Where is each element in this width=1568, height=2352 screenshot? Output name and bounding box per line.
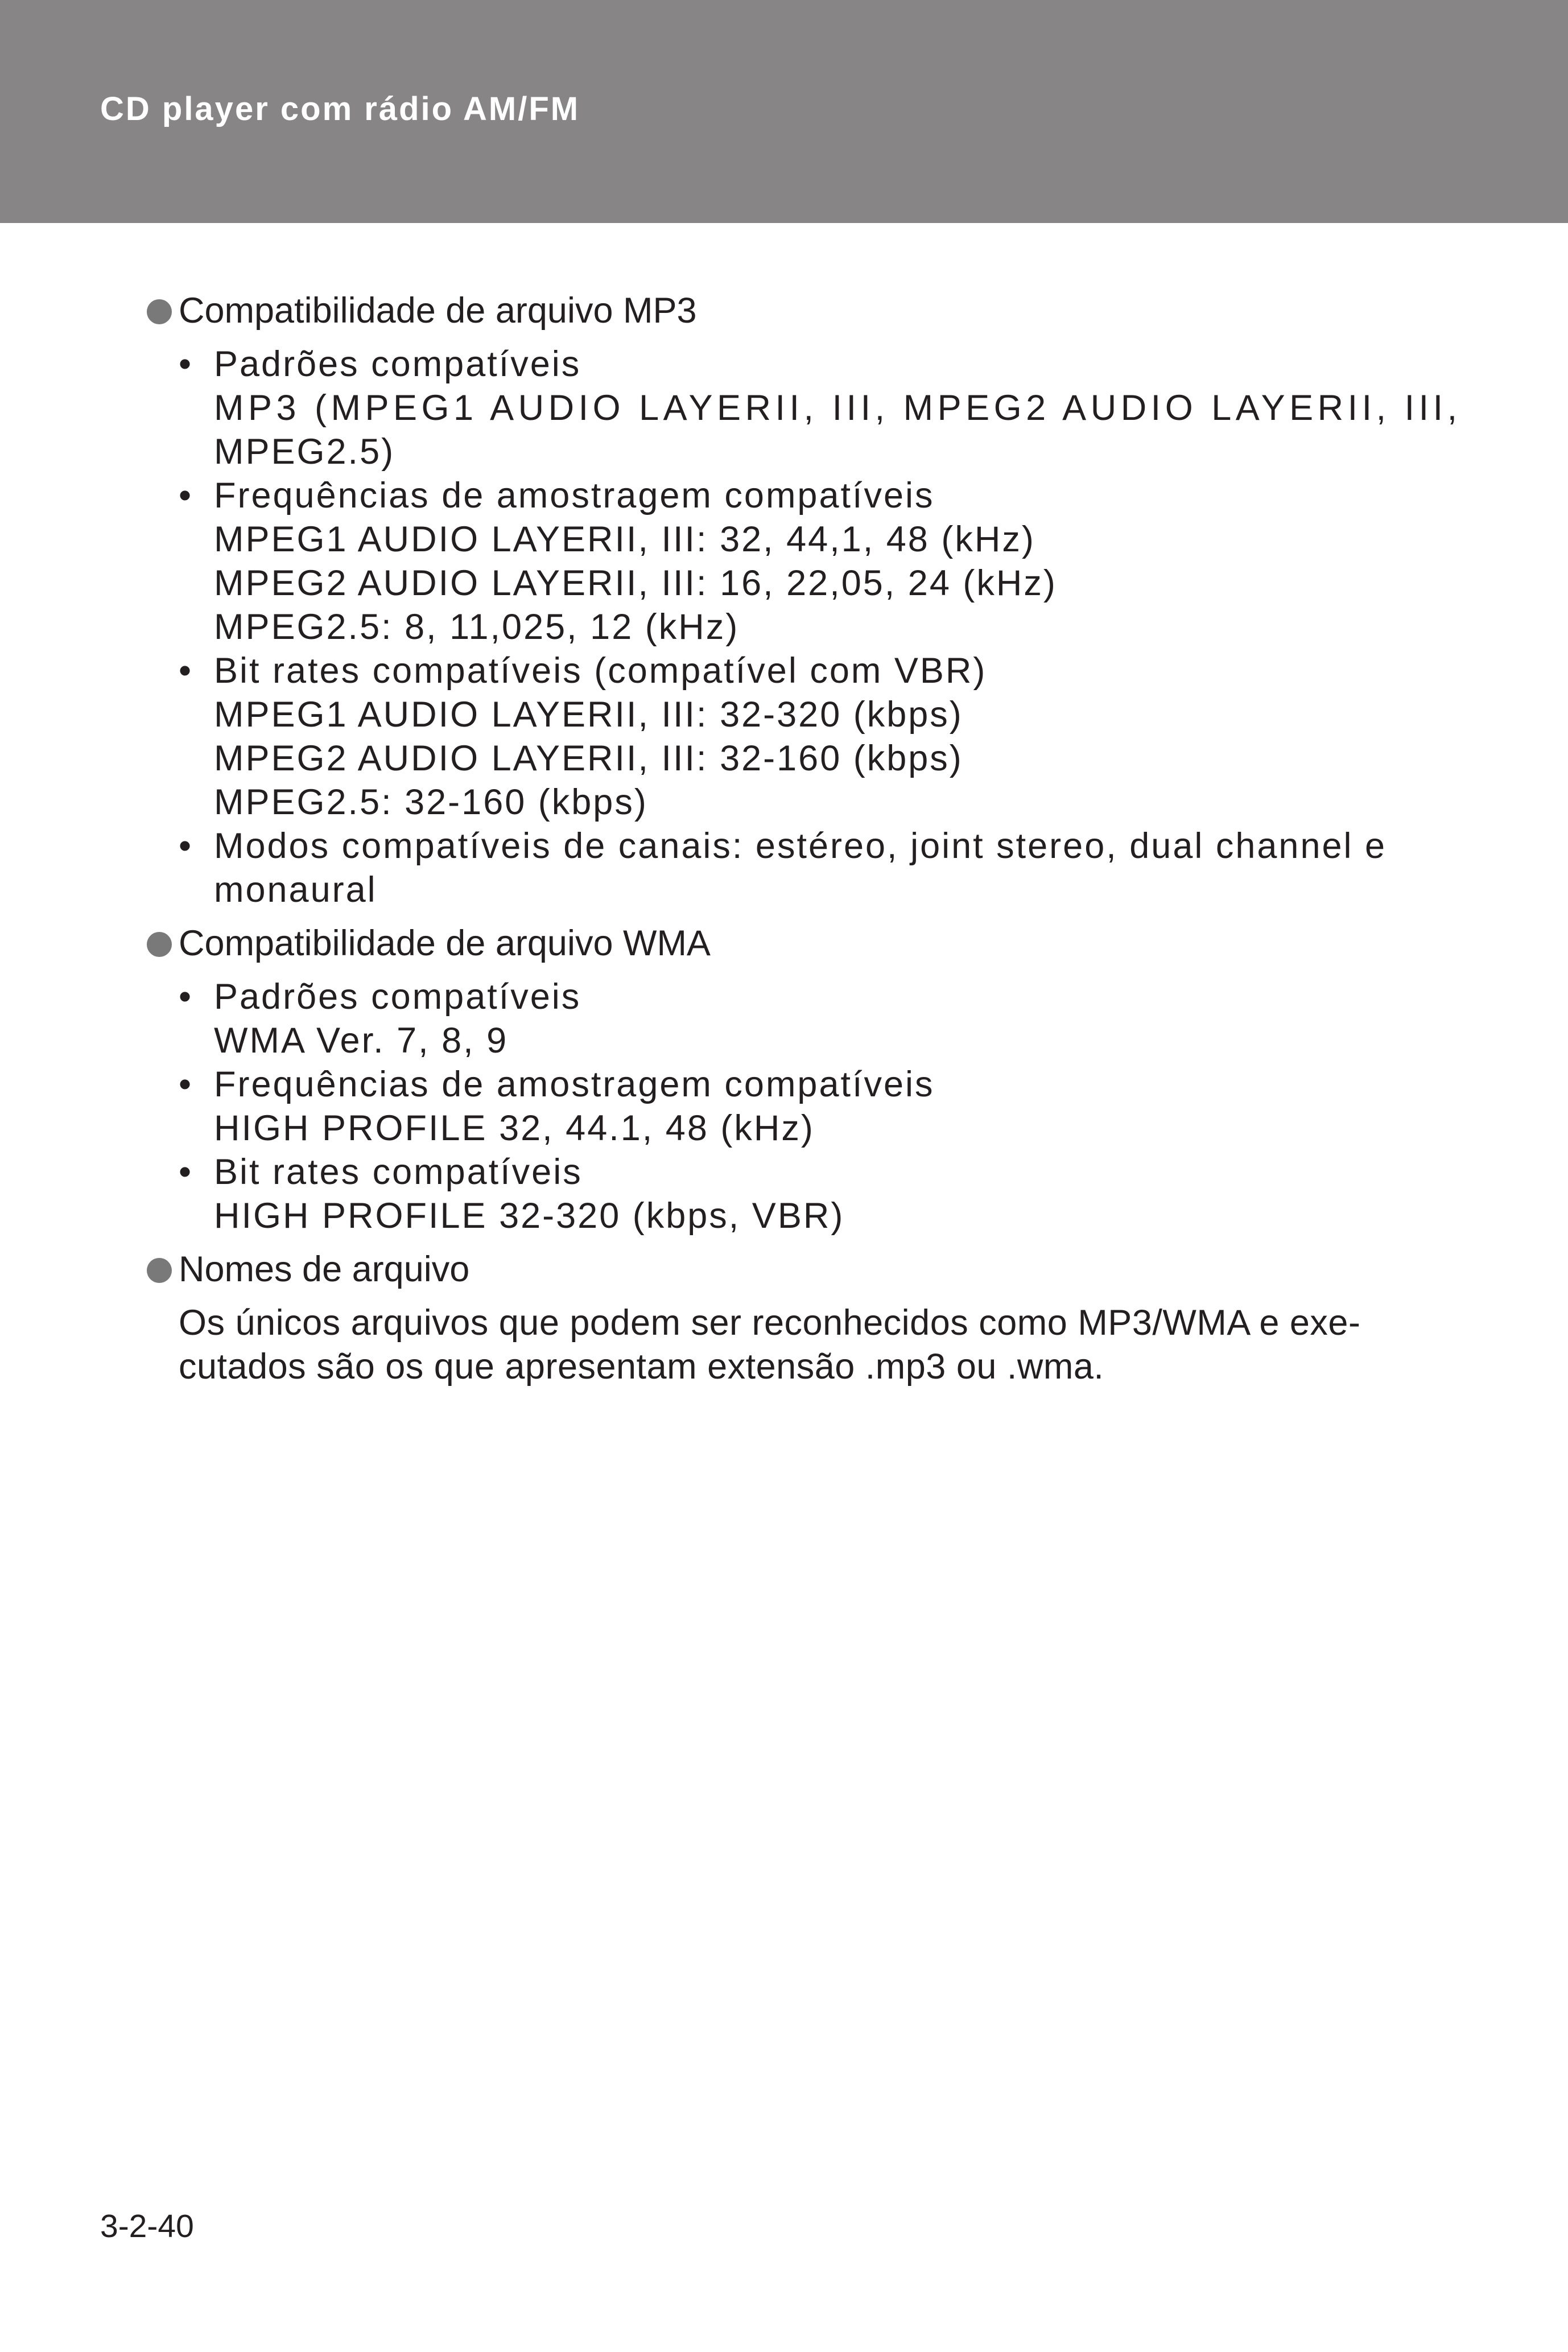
item-line: Bit rates compatíveis	[214, 1152, 583, 1192]
page-number: 3-2-40	[100, 2208, 194, 2244]
list-item	[147, 1150, 1421, 1238]
item-line: HIGH PROFILE 32, 44.1, 48 (kHz)	[214, 1108, 815, 1148]
item-line: Frequências de amostragem compatíveis	[214, 1064, 935, 1104]
section-wma-compatibility	[147, 922, 1421, 1238]
round-bullet-icon	[147, 1258, 172, 1283]
item-list	[147, 975, 1421, 1238]
item-line: monaural	[214, 870, 377, 910]
bullet-dot-icon: •	[179, 1064, 192, 1104]
item-line: Padrões compatíveis	[214, 344, 581, 384]
section-heading	[147, 922, 1421, 965]
item-line: Padrões compatíveis	[214, 977, 581, 1017]
header-band	[0, 0, 1568, 223]
section-heading	[147, 1248, 1421, 1291]
list-item	[147, 649, 1421, 824]
body-line: cutados são os que apresentam extensão .mp3 ou .wma.	[179, 1347, 1104, 1387]
item-line: MPEG1 AUDIO LAYERII, III: 32, 44,1, 48 (kHz)	[214, 519, 1035, 559]
section-file-names	[147, 1248, 1421, 1389]
item-line: MPEG2.5: 32-160 (kbps)	[214, 782, 648, 822]
item-line: MP3 (MPEG1 AUDIO LAYERII, III, MPEG2 AUDIO LAYERII, III,	[214, 388, 1462, 428]
item-line: Bit rates compatíveis (compatível com VBR)	[214, 651, 987, 691]
section-heading-text: Compatibilidade de arquivo WMA	[179, 923, 711, 963]
page-header-title: CD player com rádio AM/FM	[100, 90, 580, 127]
bullet-dot-icon: •	[179, 344, 192, 384]
bullet-dot-icon: •	[179, 476, 192, 515]
section-heading-text: Nomes de arquivo	[179, 1249, 470, 1289]
bullet-dot-icon: •	[179, 1152, 192, 1192]
item-line: MPEG1 AUDIO LAYERII, III: 32-320 (kbps)	[214, 695, 963, 735]
list-item	[147, 824, 1421, 912]
bullet-dot-icon: •	[179, 977, 192, 1017]
list-item	[147, 1063, 1421, 1150]
body-line: Os únicos arquivos que podem ser reconhecidos como MP3/WMA e exe-	[179, 1303, 1361, 1343]
page-content	[147, 289, 1462, 1389]
item-line: WMA Ver. 7, 8, 9	[214, 1021, 509, 1061]
item-line: MPEG2.5: 8, 11,025, 12 (kHz)	[214, 607, 740, 647]
list-item	[147, 474, 1421, 649]
section-heading	[147, 289, 1421, 333]
item-line: MPEG2.5)	[214, 432, 395, 472]
item-line: MPEG2 AUDIO LAYERII, III: 16, 22,05, 24 (kHz)	[214, 563, 1057, 603]
round-bullet-icon	[147, 932, 172, 957]
item-line: Frequências de amostragem compatíveis	[214, 476, 935, 515]
bullet-dot-icon: •	[179, 826, 192, 866]
list-item	[147, 975, 1421, 1063]
item-line: Modos compatíveis de canais: estéreo, joint stereo, dual channel e	[214, 826, 1387, 866]
section-heading-text: Compatibilidade de arquivo MP3	[179, 291, 697, 331]
section-gap	[147, 912, 1421, 922]
item-list	[147, 343, 1462, 912]
section-mp3-compatibility	[147, 289, 1462, 912]
list-item	[147, 343, 1462, 474]
section-body-text	[147, 1301, 1421, 1389]
section-gap	[147, 1238, 1421, 1248]
round-bullet-icon	[147, 299, 172, 324]
bullet-dot-icon: •	[179, 651, 192, 691]
item-line: HIGH PROFILE 32-320 (kbps, VBR)	[214, 1196, 845, 1236]
item-line: MPEG2 AUDIO LAYERII, III: 32-160 (kbps)	[214, 738, 963, 778]
